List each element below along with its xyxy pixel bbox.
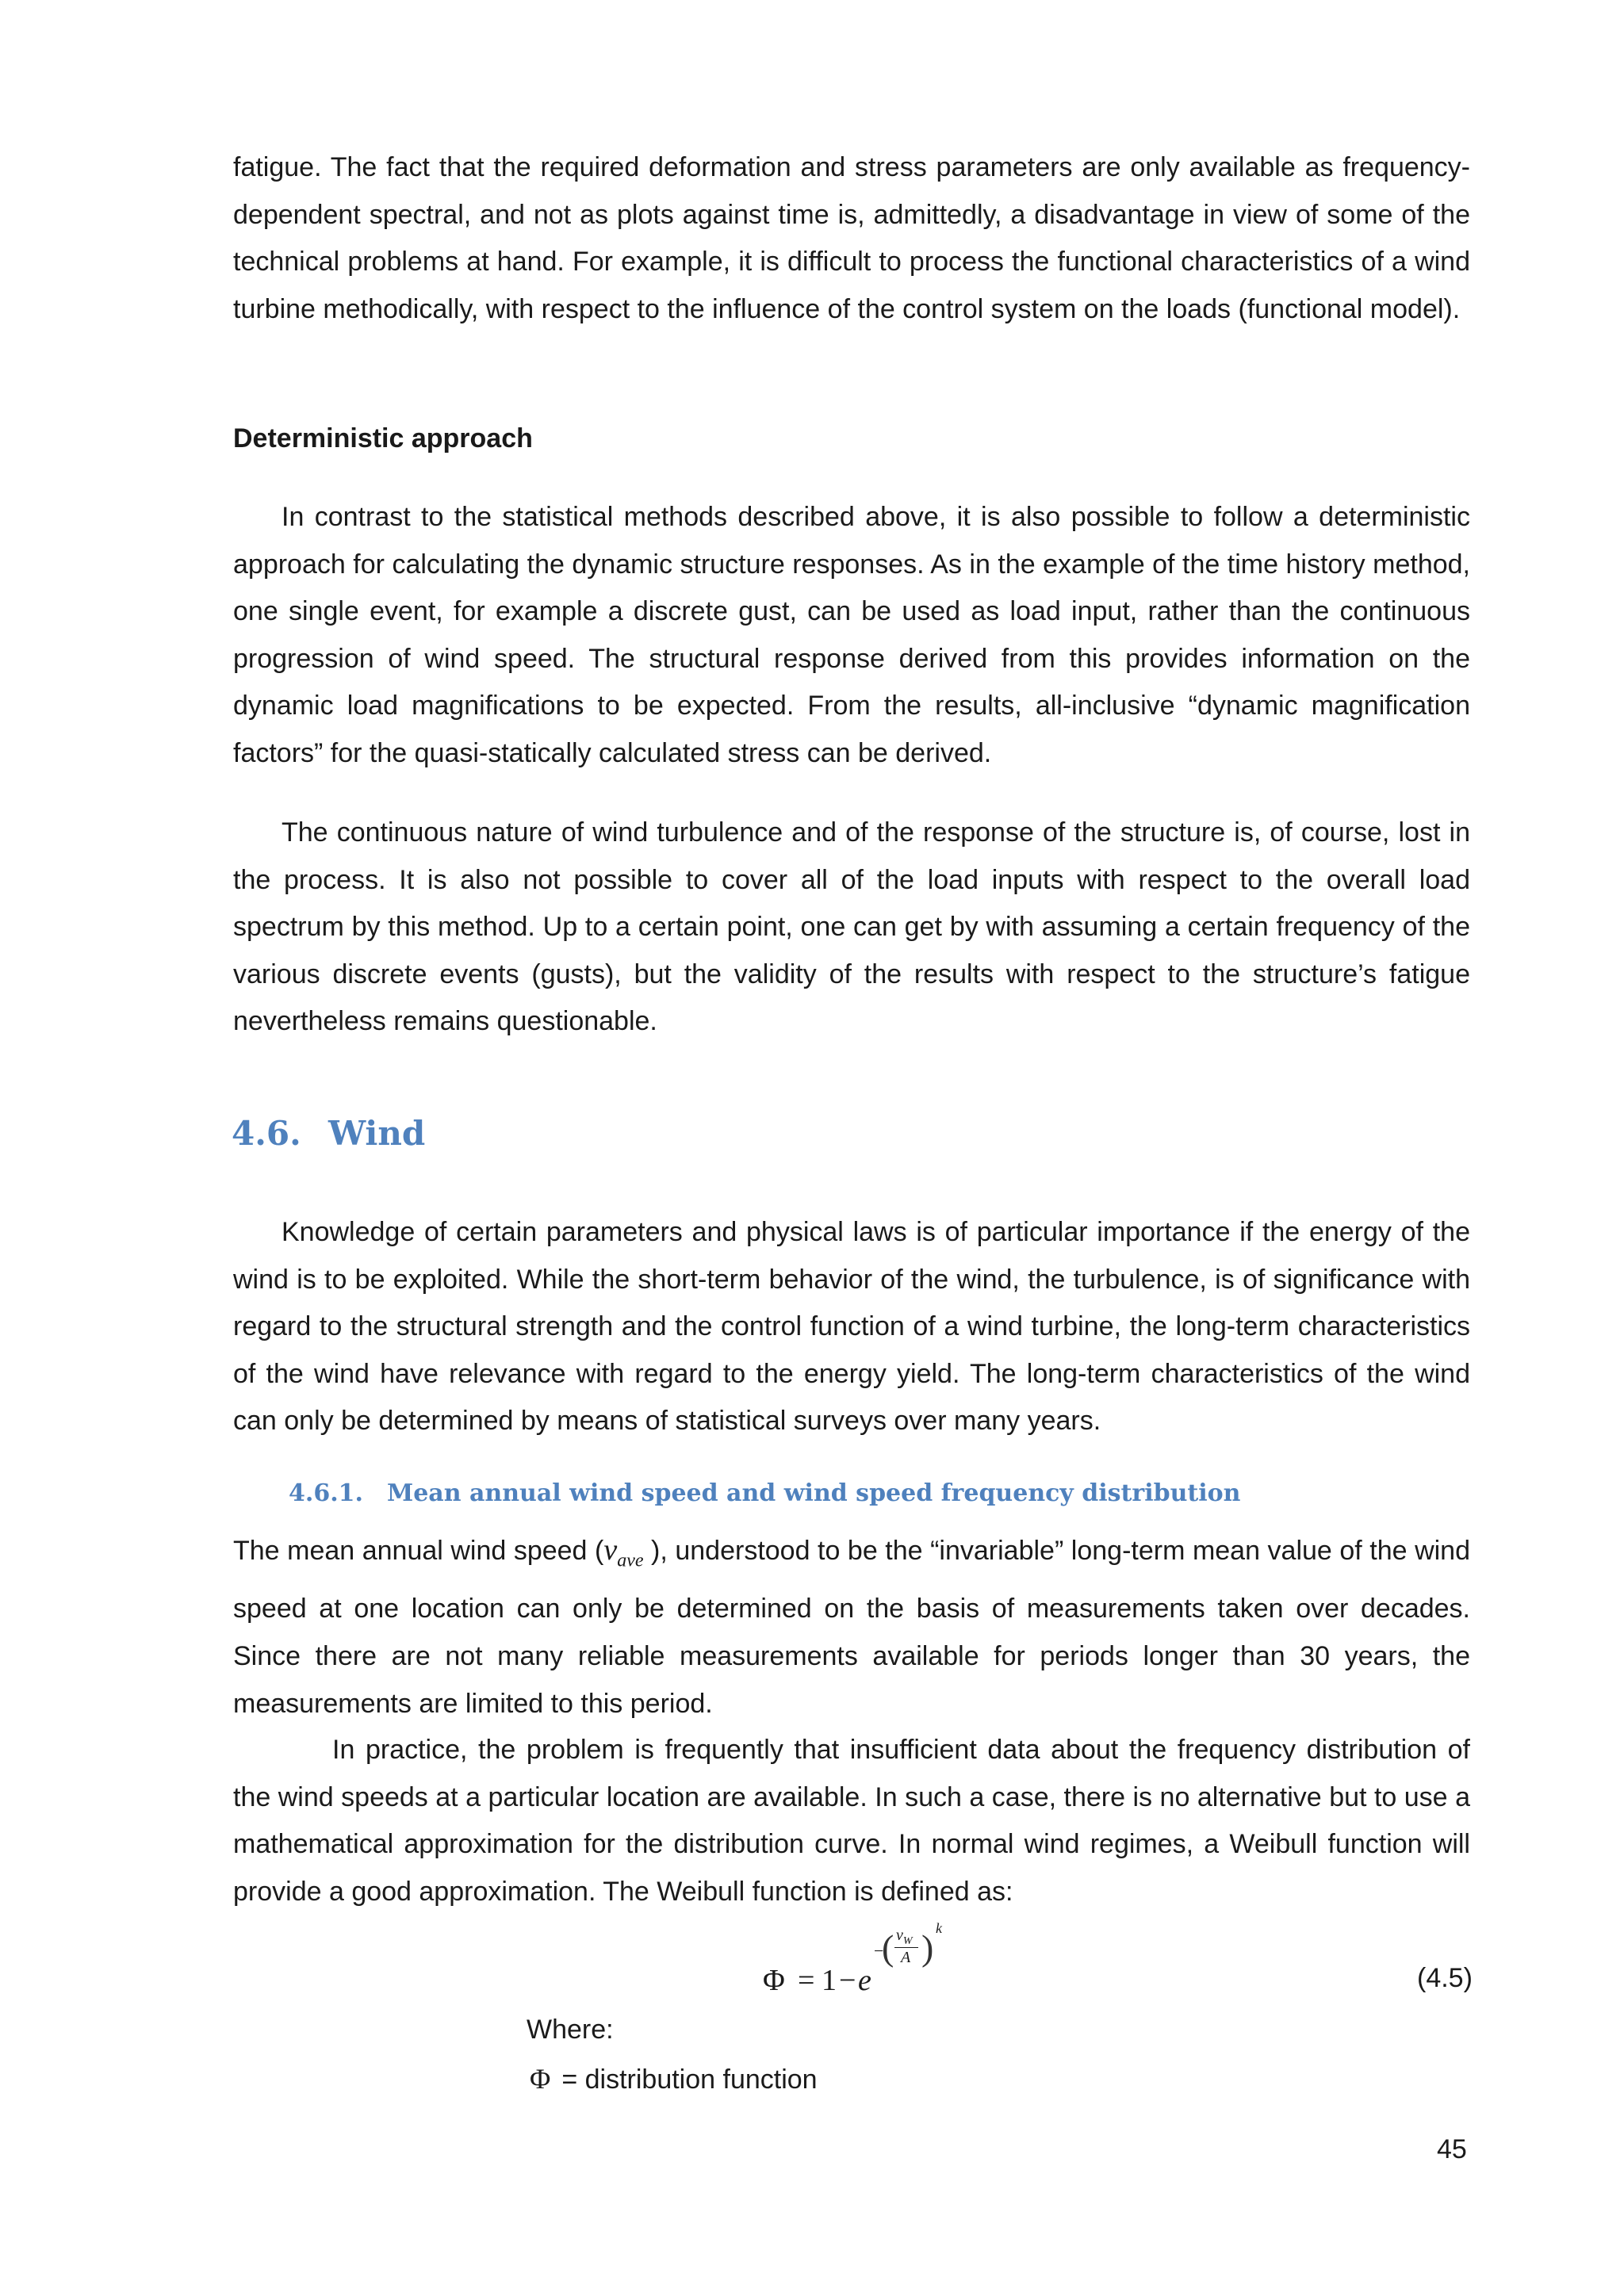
minus-sign: − (839, 1964, 856, 1997)
section-title: Wind (328, 1114, 426, 1153)
text-run: The mean annual wind speed ( (233, 1536, 604, 1566)
left-paren: ( (882, 1927, 894, 1968)
paragraph-mean-annual (233, 1526, 1470, 1728)
definition-text: = distribution function (561, 2064, 818, 2095)
v-symbol: v (603, 1533, 618, 1567)
k-exponent: k (936, 1920, 942, 1936)
paragraph-text: The continuous nature of wind turbulence and of the response of the structure is, of course, lost in the process. It is also not possible to cover all of the load inputs with respect to the overall load spectrum by this method. Up to a certain point, one can get by with assuming a certain frequency of the various discrete events (gusts), but the validity of the results with respect to the structure’s fatigue nevertheless remains questionable. (233, 817, 1470, 1037)
one: 1 (822, 1964, 837, 1997)
weibull-formula (756, 1920, 963, 2014)
where-label: Where: (527, 2015, 614, 2045)
paragraph-text: In practice, the problem is frequently that insufficient data about the frequency distribution of the wind speeds at a particular location are available. In such a case, there is no alternative but to use a mathematical approximation for the distribution curve. In normal wind regimes, a Weibull function will provide a good approximation. The Weibull function is defined as: (233, 1735, 1470, 1907)
fraction-bar (894, 1947, 918, 1948)
paragraph-fatigue (233, 144, 1470, 333)
vave-variable (603, 1533, 644, 1571)
ave-subscript: ave (617, 1550, 644, 1571)
e-symbol: e (858, 1964, 871, 1997)
page-number: 45 (1437, 2134, 1467, 2164)
equation-number: (4.5) (1417, 1963, 1473, 1993)
paragraph-wind (233, 1209, 1470, 1445)
exponent-minus: − (874, 1941, 884, 1961)
a-denominator: A (901, 1949, 911, 1966)
paragraph-practice (233, 1727, 1470, 1915)
phi-symbol: Φ (763, 1964, 785, 1997)
paragraph-deterministic-2 (233, 809, 1470, 1046)
deterministic-approach-heading: Deterministic approach (233, 423, 533, 453)
w-subscript: W (902, 1935, 913, 1947)
vw-symbol: v (896, 1927, 903, 1944)
paragraph-text: fatigue. The fact that the required deformation and stress parameters are only available as frequency-dependent spectral, and not as plots against time is, admittedly, a disadvantage in view of some of the technical problems at hand. For example, it is difficult to process the functional characteristics of a wind turbine methodically, with respect to the influence of the control system on the loads (functional model). (233, 152, 1470, 324)
paragraph-text: In contrast to the statistical methods described above, it is also possible to follow a deterministic approach for calculating the dynamic structure responses. As in the example of the time history method, one single event, for example a discrete gust, can be used as load input, rather than the continuous progression of wind speed. The structural response derived from this provides information on the dynamic load magnifications to be expected. From the results, all-inclusive “dynamic magnification factors” for the quasi-statically calculated stress can be derived. (233, 502, 1470, 768)
paragraph-deterministic-1 (233, 494, 1470, 778)
subsection-heading (289, 1478, 1240, 1510)
paragraph-text (233, 1526, 1470, 1728)
vw-numerator (896, 1927, 913, 1948)
section-heading (232, 1112, 425, 1156)
text-run: ), understood to be the “invariable” long-term mean value of the wind speed at one location can only be determined on the basis of measurements taken over decades. Since there are not many reliable measurements available for periods longer than 30 years, the measurements are limited to this period. (233, 1536, 1470, 1719)
right-paren: ) (921, 1927, 934, 1968)
phi-symbol: Φ (530, 2063, 551, 2095)
section-number: 4.6. (232, 1114, 301, 1153)
paragraph-text: Knowledge of certain parameters and physical laws is of particular importance if the energy of the wind is to be exploited. While the short-term behavior of the wind, the turbulence, is of significance with regard to the structural strength and the control function of a wind turbine, the long-term characteristics of the wind have relevance with regard to the energy yield. The long-term characteristics of the wind can only be determined by means of statistical surveys over many years. (233, 1217, 1470, 1437)
subsection-title: Mean annual wind speed and wind speed frequency distribution (387, 1479, 1241, 1507)
definition-distribution-function (530, 2059, 818, 2099)
equals-sign: = (798, 1964, 815, 1997)
subsection-number: 4.6.1. (289, 1479, 363, 1507)
